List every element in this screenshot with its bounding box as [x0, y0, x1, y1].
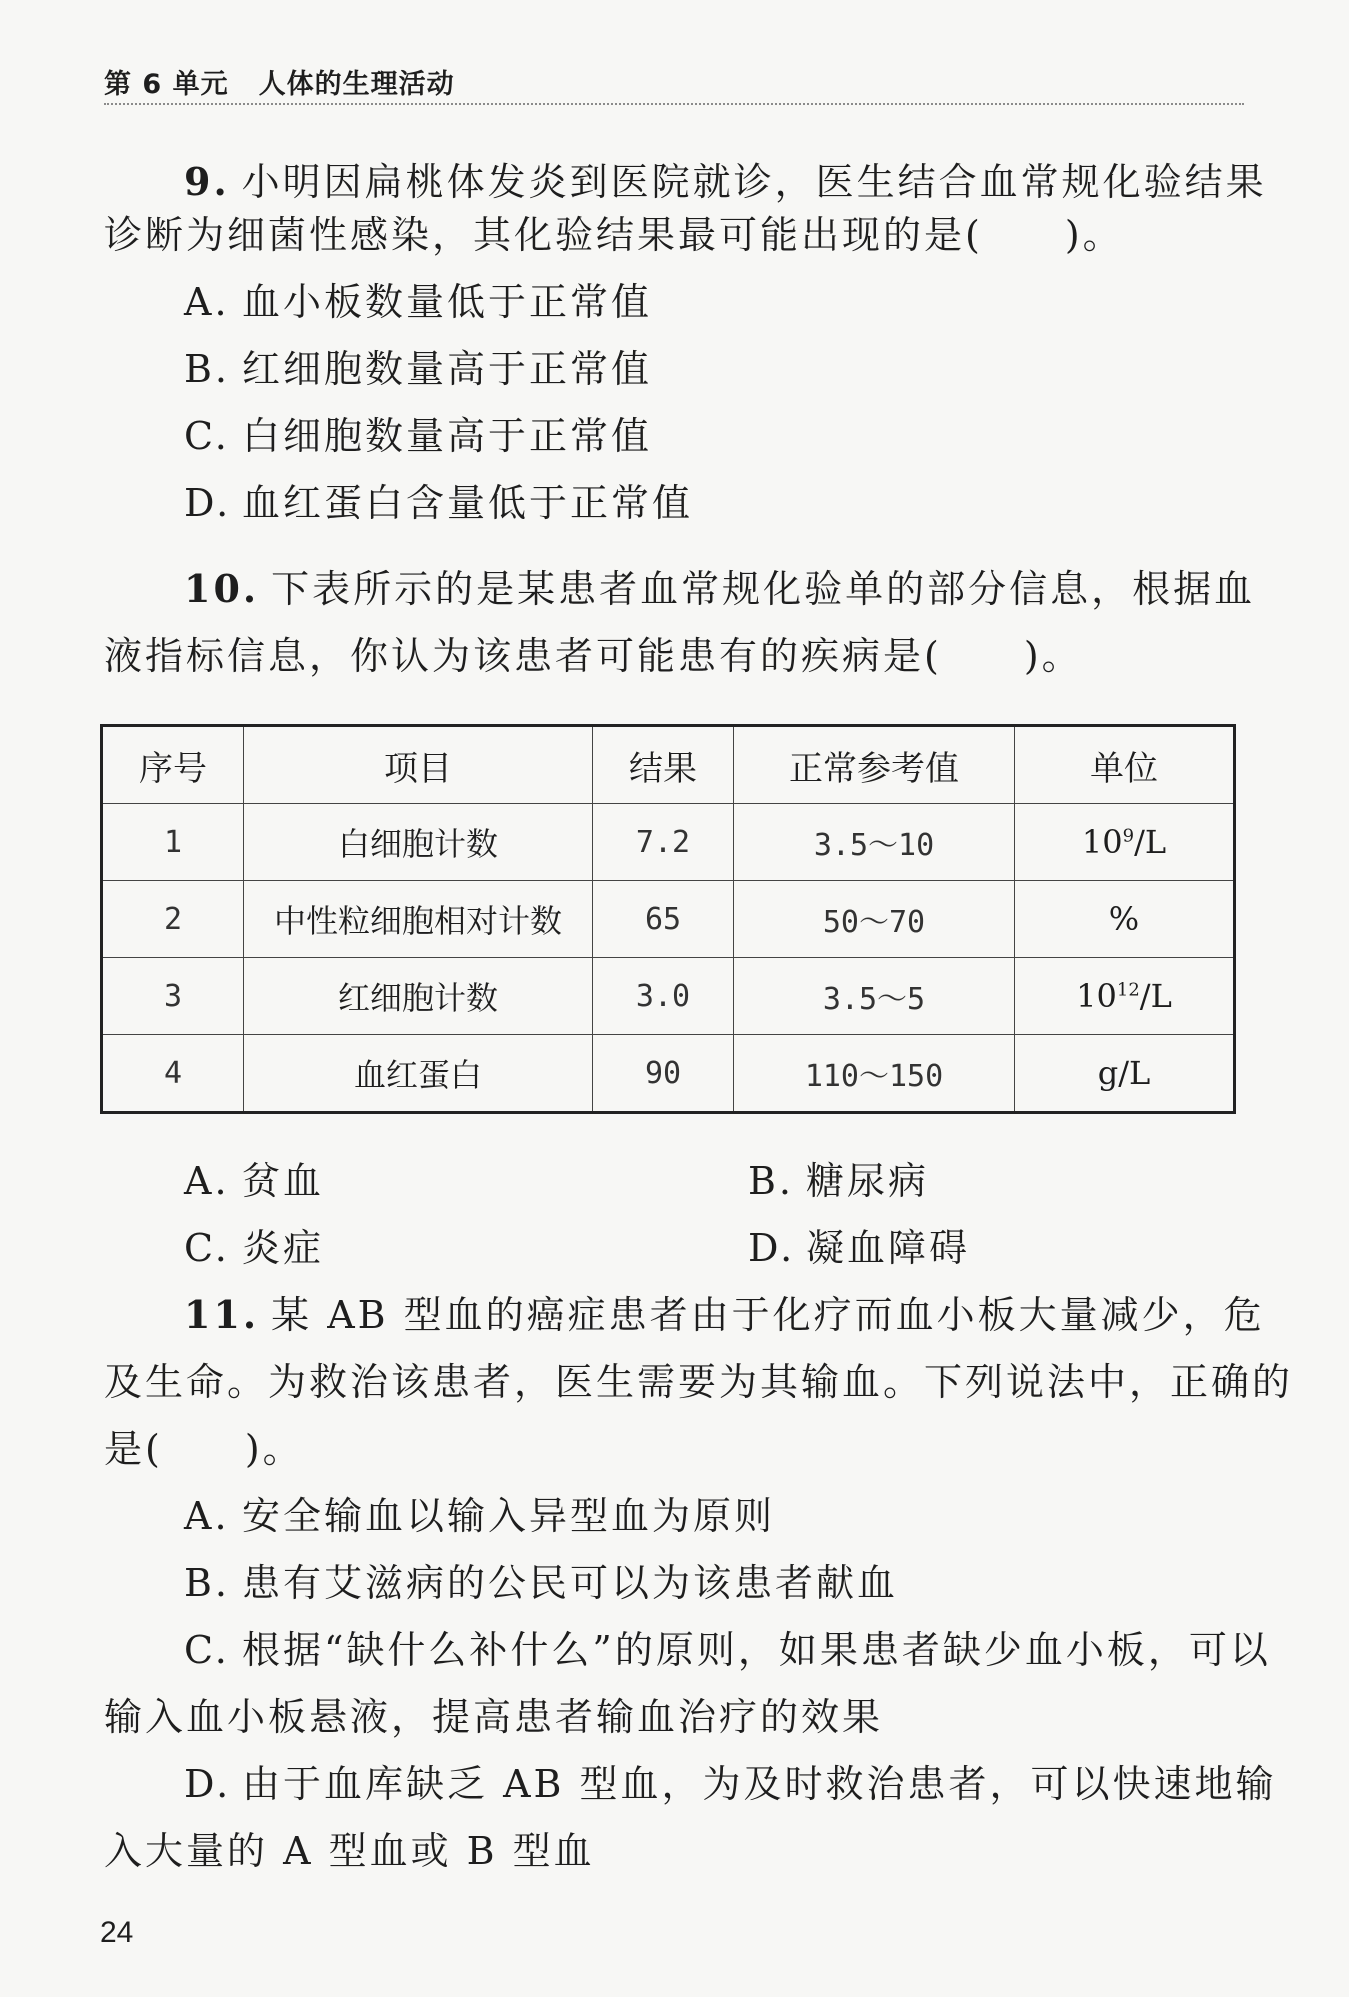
- cell-unit: %: [1015, 881, 1235, 958]
- cell-reference: 110～150: [734, 1035, 1015, 1113]
- cell-result: 7.2: [593, 804, 734, 881]
- col-header-no: 序号: [102, 726, 244, 804]
- cell-item: 中性粒细胞相对计数: [244, 881, 593, 958]
- q9-stem-line1: 9. 小明因扁桃体发炎到医院就诊，医生结合血常规化验结果: [184, 159, 1267, 204]
- cell-no: 1: [102, 804, 244, 881]
- page-header: [104, 62, 455, 101]
- q11-number: 11.: [184, 1292, 260, 1337]
- q9-option-d[interactable]: D. 血红蛋白含量低于正常值: [184, 481, 694, 525]
- q11-option-d[interactable]: D. 由于血库缺乏 AB 型血，为及时救治患者，可以快速地输: [184, 1762, 1277, 1806]
- blood-test-table: [100, 724, 1236, 1114]
- col-header-result: 结果: [593, 726, 734, 804]
- col-header-reference: 正常参考值: [734, 726, 1015, 804]
- page-number: 24: [100, 1916, 134, 1949]
- q11-option-b[interactable]: B. 患有艾滋病的公民可以为该患者献血: [184, 1561, 899, 1605]
- table-header-row: [102, 726, 1235, 804]
- q10-option-a[interactable]: A. 贫血: [184, 1159, 325, 1203]
- q11-stem-line2: 及生命。为救治该患者，医生需要为其输血。下列说法中，正确的: [104, 1360, 1294, 1404]
- cell-item: 白细胞计数: [244, 804, 593, 881]
- q10-option-c[interactable]: C. 炎症: [184, 1226, 325, 1270]
- col-header-unit: 单位: [1015, 726, 1235, 804]
- q10-stem-line2: 液指标信息，你认为该患者可能患有的疾病是( )。: [104, 634, 1083, 678]
- cell-unit: g/L: [1015, 1035, 1235, 1113]
- q9-stem-line2: 诊断为细菌性感染，其化验结果最可能出现的是( )。: [104, 213, 1124, 257]
- cell-no: 3: [102, 958, 244, 1035]
- unit-label: 第 6 单元: [104, 69, 229, 100]
- table-row: [102, 958, 1235, 1035]
- cell-unit: $10^{12}/L$: [1015, 958, 1235, 1035]
- cell-reference: 50～70: [734, 881, 1015, 958]
- q9-option-a[interactable]: A. 血小板数量低于正常值: [184, 280, 653, 324]
- q10-stem-line1: 10. 下表所示的是某患者血常规化验单的部分信息，根据血: [184, 566, 1256, 611]
- table-row: [102, 804, 1235, 881]
- cell-item: 红细胞计数: [244, 958, 593, 1035]
- cell-result: 65: [593, 881, 734, 958]
- q11-stem-line1: 11. 某 AB 型血的癌症患者由于化疗而血小板大量减少，危: [184, 1292, 1265, 1337]
- q9-option-b[interactable]: B. 红细胞数量高于正常值: [184, 347, 653, 391]
- q11-stem-line3: 是( )。: [104, 1427, 304, 1471]
- unit-title: 人体的生理活动: [258, 69, 455, 100]
- q11-option-a[interactable]: A. 安全输血以输入异型血为原则: [184, 1494, 776, 1538]
- q10-option-b[interactable]: B. 糖尿病: [748, 1159, 930, 1203]
- table-row: [102, 1035, 1235, 1113]
- col-header-item: 项目: [244, 726, 593, 804]
- q10-option-d[interactable]: D. 凝血障碍: [748, 1226, 971, 1270]
- q9-option-c[interactable]: C. 白细胞数量高于正常值: [184, 414, 653, 458]
- q9-number: 9.: [184, 159, 230, 204]
- q11-option-d-continuation: 入大量的 A 型血或 B 型血: [104, 1829, 595, 1873]
- cell-result: 90: [593, 1035, 734, 1113]
- table-row: [102, 881, 1235, 958]
- cell-no: 2: [102, 881, 244, 958]
- cell-unit: $10^9/L$: [1015, 804, 1235, 881]
- header-divider: [104, 103, 1244, 105]
- cell-reference: 3.5～5: [734, 958, 1015, 1035]
- cell-no: 4: [102, 1035, 244, 1113]
- q11-option-c-continuation: 输入血小板悬液，提高患者输血治疗的效果: [104, 1695, 884, 1739]
- cell-item: 血红蛋白: [244, 1035, 593, 1113]
- q11-option-c[interactable]: C. 根据“缺什么补什么”的原则，如果患者缺少血小板，可以: [184, 1628, 1271, 1672]
- q10-number: 10.: [184, 566, 260, 611]
- cell-reference: 3.5～10: [734, 804, 1015, 881]
- cell-result: 3.0: [593, 958, 734, 1035]
